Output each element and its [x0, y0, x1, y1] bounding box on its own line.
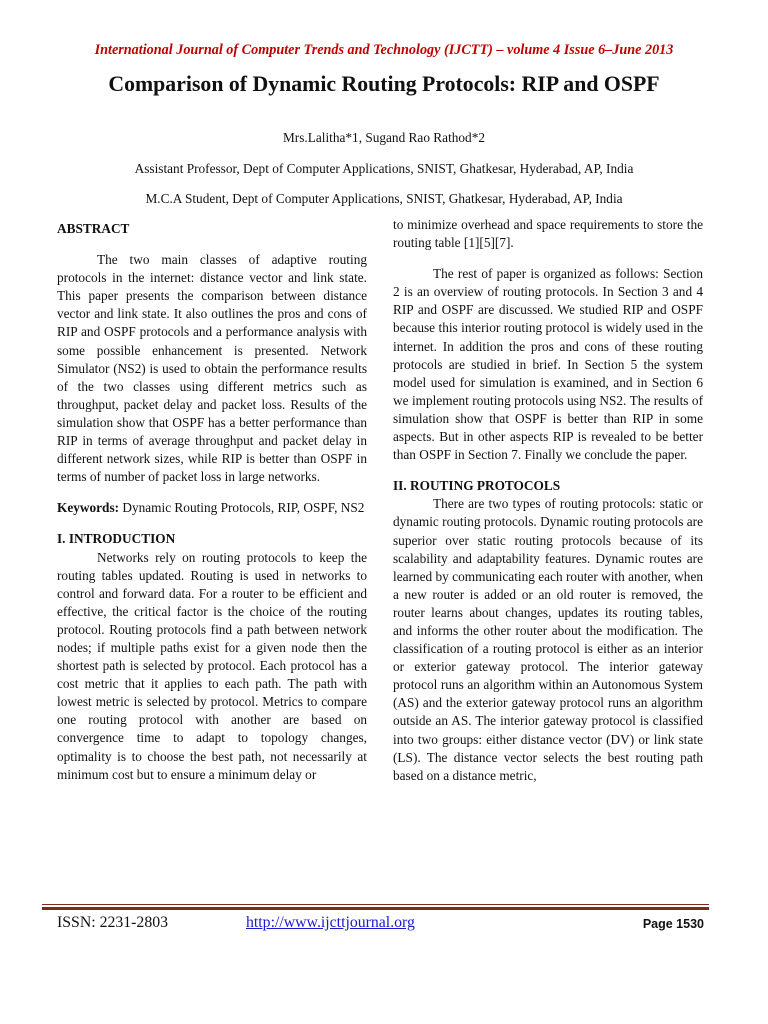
keywords-text: Dynamic Routing Protocols, RIP, OSPF, NS2 — [119, 500, 365, 516]
affiliation-1: Assistant Professor, Dept of Computer Applications, SNIST, Ghatkesar, Hyderabad, AP, India — [134, 161, 634, 176]
keywords — [57, 499, 367, 517]
left-column — [57, 216, 367, 784]
footer-rule-thick — [42, 907, 709, 910]
footer-rule-thin — [42, 904, 709, 905]
page-footer — [0, 914, 768, 938]
introduction-continued: to minimize overhead and space requirements to store the routing table [1][5][7]. — [393, 217, 703, 251]
journal-link[interactable]: http://www.ijcttjournal.org — [246, 914, 415, 931]
right-column — [393, 216, 703, 785]
paper-title: Comparison of Dynamic Routing Protocols: RIP and OSPF — [108, 72, 660, 96]
routing-text: There are two types of routing protocols: static or dynamic routing protocols. Dynamic routing protocols are superior over static routing protocols because of its scalability and adaptability features. Dynamic routes are learned by communicating each router with another, when a new router is added or an old router is removed, the router learns about changes, updates its routing tables, and informs the other router about the modification. The classification of a routing protocol is either as an interior or exterior gateway protocol. The interior gateway protocol runs an algorithm within an Autonomous System (AS) and the exterior gateway protocol runs an algorithm outside an AS. The interior gateway protocol is classified into two groups: either distance vector (DV) or link state (LS). The distance vector selects the best routing path based on a distance metric, — [393, 496, 703, 783]
routing-heading: II. ROUTING PROTOCOLS — [393, 478, 561, 494]
paper-authors: Mrs.Lalitha*1, Sugand Rao Rathod*2 — [282, 130, 486, 145]
page-number: Page 1530 — [642, 917, 704, 931]
abstract-text: The two main classes of adaptive routing protocols in the internet: distance vector and link state. This paper presents the comparison between distance vector and link state. It also outlines the pros and cons of RIP and OSPF protocols and a performance analysis with some possible enhancement is presented. Network Simulator (NS2) is used to obtain the performance results of the two classes using different metrics such as throughput, packet delay and packet loss. Results of the simulation show that OSPF has a better performance than RIP in terms of average throughput and packet delay in different network sizes, while RIP is better than OSPF in terms of number of packet loss in large networks. — [57, 252, 367, 485]
organization-text: The rest of paper is organized as follows: Section 2 is an overview of routing protocols. In Section 3 and 4 RIP and OSPF are discussed. We studied RIP and OSPF because this interior routing protocol is widely used in the internet. In addition the pros and cons of these routing protocols are studied in brief. In Section 5 the system model used for simulation is examined, and in Section 6 we implement routing protocols using NS2. The results of simulation show that OSPF is better than RIP in some aspects. But in other aspects RIP is revealed to be better than OSPF in Section 7. Finally we conclude the paper. — [393, 266, 703, 463]
abstract-heading: ABSTRACT — [57, 221, 130, 236]
introduction-heading: I. INTRODUCTION — [57, 531, 176, 547]
affiliation-2: M.C.A Student, Dept of Computer Applications, SNIST, Ghatkesar, Hyderabad, AP, India — [145, 191, 623, 206]
journal-header: International Journal of Computer Trends and Technology (IJCTT) – volume 4 Issue 6–June 2013 — [94, 42, 674, 58]
introduction-text: Networks rely on routing protocols to keep the routing tables updated. Routing is used in networks to control and forward data. For a router to be efficient and effective, the critical factor is the choice of the routing protocol. Routing protocols find a path between network nodes; if multiple paths exist for a given node then the shortest path is selected by protocol. Each protocol has a cost metric that it applies to each path. The path with lowest metric is selected by protocol. Metrics to compare one routing protocol with another are based on convergence time to adapt to topology changes, optimality is to choose the best path, not necessarily at minimum cost but to ensure a minimum delay or — [57, 549, 367, 782]
keywords-label: Keywords: — [57, 500, 120, 516]
issn: ISSN: 2231-2803 — [57, 914, 169, 931]
